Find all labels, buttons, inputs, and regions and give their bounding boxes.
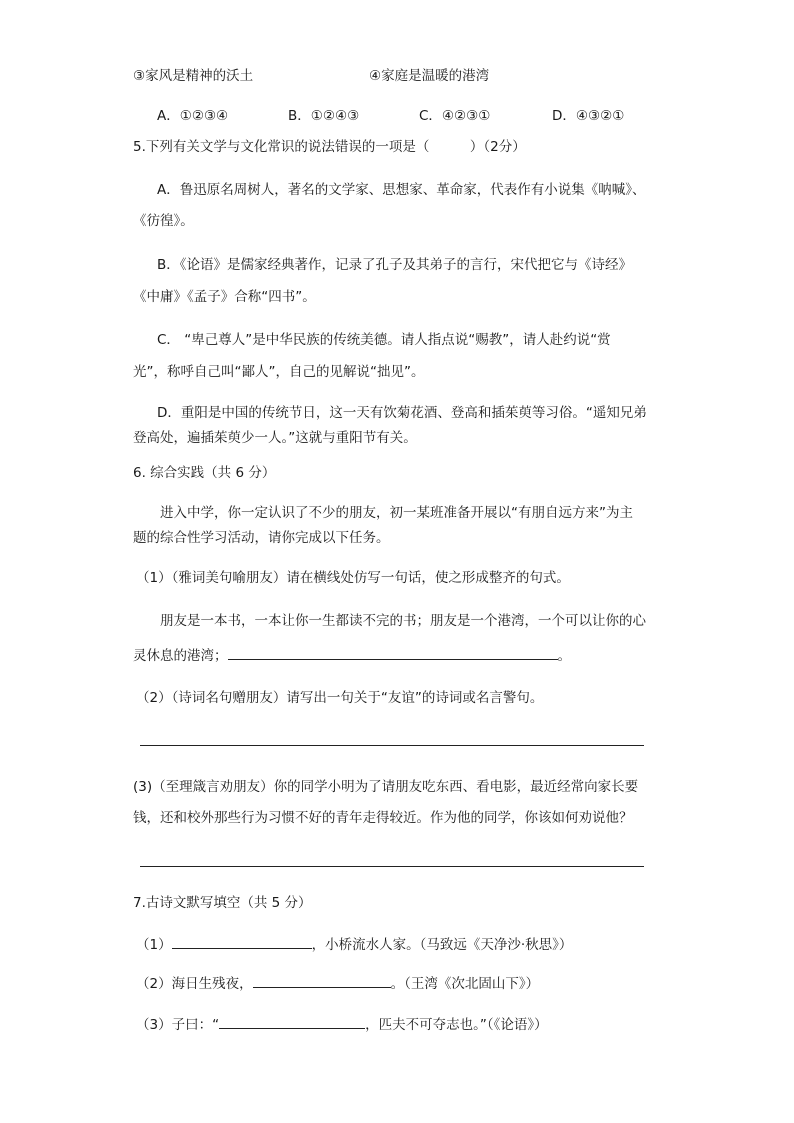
q5-option-b-line2: 《中庸》《孟子》合称“四书”。 — [133, 289, 316, 305]
q4-item-3: ③家风是精神的沃土 — [133, 68, 254, 84]
q7-title: 7.古诗文默写填空（共 5 分） — [133, 895, 312, 911]
q5-stem: 5.下列有关文学与文化常识的说法错误的一项是（ ）（2分） — [133, 139, 526, 155]
q5-option-d-line1: D．重阳是中国的传统节日，这一天有饮菊花酒、登高和插茱萸等习俗。“遥知兄弟 — [157, 405, 647, 421]
q7-1-answer-blank[interactable] — [172, 934, 312, 949]
q5-option-d-line2: 登高处，遍插茱萸少一人。”这就与重阳节有关。 — [133, 430, 417, 446]
q6-subquestion-3-line2: 钱，还和校外那些行为习惯不好的青年走得较近。作为他的同学，你该如何劝说他？ — [133, 810, 633, 826]
q7-item-2 — [136, 973, 539, 994]
q4-option-a: A．①②③④ — [157, 108, 229, 124]
q7-3-answer-blank[interactable] — [219, 1014, 365, 1029]
q5-option-a-line1: A．鲁迅原名周树人，著名的文学家、思想家、革命家，代表作有小说集《呐喊》、 — [157, 182, 646, 198]
q6-subquestion-3-line1: (3)（至理箴言劝朋友）你的同学小明为了请朋友吃东西、看电影，最近经常向家长要 — [133, 779, 639, 795]
q7-1-prefix: （1） — [136, 937, 172, 953]
q6-1-suffix: 。 — [557, 648, 571, 664]
q6-1-sentence-line2 — [133, 645, 571, 666]
q7-2-prefix: （2）海日生残夜， — [136, 976, 253, 992]
q6-subquestion-1: （1）（雅词美句喻朋友）请在横线处仿写一句话，使之形成整齐的句式。 — [136, 570, 570, 586]
q5-option-a-line2: 《彷徨》。 — [133, 213, 194, 229]
q7-1-suffix: ，小桥流水人家。（马致远《天净沙·秋思》） — [311, 937, 573, 953]
q7-2-suffix: 。（王湾《次北固山下》） — [390, 976, 540, 992]
q6-1-prefix: 灵休息的港湾； — [133, 648, 228, 664]
q5-option-c-line2: 光”，称呼自己叫“鄙人”，自己的见解说“拙见”。 — [133, 364, 425, 380]
q6-1-sentence-line1: 朋友是一本书，一本让你一生都读不完的书；朋友是一个港湾，一个可以让你的心 — [160, 613, 646, 629]
q7-3-suffix: ，匹夫不可夺志也。”（《论语》） — [365, 1017, 548, 1033]
q6-intro-line2: 题的综合性学习活动，请你完成以下任务。 — [133, 530, 390, 546]
q4-option-d: D．④③②① — [552, 108, 625, 124]
q7-item-3 — [136, 1014, 548, 1035]
q6-intro-line1: 进入中学，你一定认识了不少的朋友，初一某班准备开展以“有朋自远方来”为主 — [160, 505, 633, 521]
q5-option-c-line1: C． “卑己尊人”是中华民族的传统美德。请人指点说“赐教”，请人赴约说“赏 — [157, 332, 611, 348]
q7-3-prefix: （3）子曰：“ — [136, 1017, 220, 1033]
q7-item-1 — [136, 934, 572, 955]
q6-2-answer-line[interactable] — [140, 745, 644, 746]
q6-subquestion-2: （2）（诗词名句赠朋友）请写出一句关于“友谊”的诗词或名言警句。 — [136, 690, 544, 706]
q6-1-answer-blank[interactable] — [228, 645, 558, 660]
q4-option-c: C．④②③① — [419, 108, 491, 124]
q4-item-4: ④家庭是温暖的港湾 — [369, 68, 490, 84]
q4-option-b: B．①②④③ — [288, 108, 360, 124]
q6-3-answer-line[interactable] — [140, 866, 644, 867]
q6-title: 6. 综合实践（共 6 分） — [133, 465, 276, 481]
q7-2-answer-blank[interactable] — [253, 973, 391, 988]
q5-option-b-line1: B．《论语》是儒家经典著作，记录了孔子及其弟子的言行，宋代把它与《诗经》 — [157, 257, 633, 273]
